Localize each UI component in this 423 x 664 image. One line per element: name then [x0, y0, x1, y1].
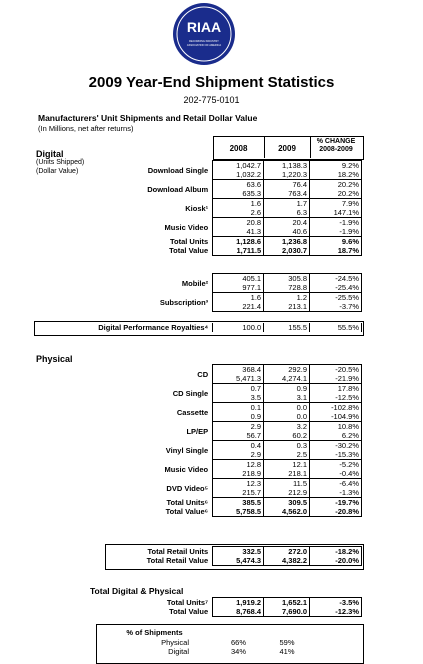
- physical-value: 3.1: [264, 393, 310, 403]
- shares-label: % of Shipments: [126, 628, 183, 637]
- share-label: Digital: [168, 647, 189, 656]
- share-value: 59%: [279, 638, 295, 647]
- share-value: 41%: [279, 647, 295, 656]
- section-combined: Total Digital & Physical: [90, 586, 184, 596]
- physical-value: 368.4: [213, 365, 264, 375]
- digital-value: 40.6: [264, 227, 310, 237]
- digital-value: 6.3: [264, 208, 310, 218]
- physical-value: -15.3%: [310, 450, 362, 460]
- combined-value-value: 7,690.0: [264, 607, 310, 617]
- digital-total-value-value: 1,711.5: [213, 246, 264, 256]
- report-subheading: (In Millions, net after returns): [38, 124, 134, 133]
- column-header-2008: 2008: [229, 144, 248, 153]
- physical-value: 5,471.3: [213, 374, 264, 384]
- physical-table: [36, 364, 362, 517]
- physical-value: -5.2%: [310, 460, 362, 470]
- table-row: [36, 161, 362, 171]
- combined-units-value: -3.5%: [310, 598, 362, 608]
- row-label: Total Value: [169, 607, 209, 617]
- mobile-value: 305.8: [264, 274, 310, 284]
- row-label: CD Single: [172, 388, 209, 398]
- physical-value: 292.9: [264, 365, 310, 375]
- row-label: Total Units⁷: [166, 597, 209, 607]
- share-label: Physical: [161, 638, 189, 647]
- table-row: [36, 547, 362, 557]
- physical-value: 3.5: [213, 393, 264, 403]
- logo-text: RIAA: [186, 19, 222, 35]
- mobile-value: 728.8: [264, 283, 310, 293]
- table-row: [36, 498, 362, 508]
- digital-value: 20.4: [264, 218, 310, 228]
- table-row: [36, 479, 362, 489]
- row-label: Cassette: [176, 407, 209, 417]
- row-label: Total Retail Value: [146, 556, 209, 566]
- royalties-value: 55.5%: [310, 323, 362, 332]
- physical-value: -6.4%: [310, 479, 362, 489]
- table-row: [36, 598, 362, 608]
- physical-value: 2.5: [264, 450, 310, 460]
- physical-value: 2.9: [213, 450, 264, 460]
- physical-value: 2.9: [213, 422, 264, 432]
- physical-total-value-value: 5,758.5: [213, 507, 264, 517]
- row-label: Total Units⁶: [166, 497, 209, 507]
- combined-table: [36, 597, 362, 617]
- physical-value: -1.3%: [310, 488, 362, 498]
- table-row: [36, 507, 362, 517]
- physical-value: 6.2%: [310, 431, 362, 441]
- physical-value: -20.5%: [310, 365, 362, 375]
- digital-value: 2.6: [213, 208, 264, 218]
- page-title: 2009 Year-End Shipment Statistics: [88, 74, 335, 91]
- digital-value: -1.9%: [310, 227, 362, 237]
- retail-units-value: 272.0: [264, 547, 310, 557]
- table-row: [36, 323, 362, 332]
- physical-value: 3.2: [264, 422, 310, 432]
- physical-value: 0.9: [264, 384, 310, 394]
- physical-value: -102.8%: [310, 403, 362, 413]
- row-label: CD: [197, 369, 209, 379]
- table-row: [36, 638, 362, 647]
- physical-total-units-value: -19.7%: [310, 498, 362, 508]
- digital-value: 41.3: [213, 227, 264, 237]
- physical-value: 11.5: [264, 479, 310, 489]
- digital-value: 1,032.2: [213, 170, 264, 180]
- digital-value: 147.1%: [310, 208, 362, 218]
- table-row: [36, 180, 362, 190]
- digital-total-units-value: 9.6%: [310, 237, 362, 247]
- digital-value: 63.6: [213, 180, 264, 190]
- royalties-value: 100.0: [213, 323, 264, 332]
- digital-value: 7.9%: [310, 199, 362, 209]
- row-label: Download Album: [147, 184, 209, 194]
- subscription-value: 1.6: [213, 293, 264, 303]
- share-blank: [310, 638, 362, 647]
- share-blank: [310, 647, 362, 656]
- table-row: [36, 403, 362, 413]
- physical-value: 215.7: [213, 488, 264, 498]
- row-label: Mobile²: [181, 278, 209, 288]
- retail-units-value: 332.5: [213, 547, 264, 557]
- physical-value: 0.4: [213, 441, 264, 451]
- retail-value-value: -20.0%: [310, 556, 362, 566]
- table-row: [36, 384, 362, 394]
- table-row: [36, 647, 362, 656]
- digital-total-units-value: 1,128.6: [213, 237, 264, 247]
- change-label: % CHANGE: [316, 138, 356, 145]
- mobile-value: 977.1: [213, 283, 264, 293]
- subscription-value: 1.2: [264, 293, 310, 303]
- value-note: (Dollar Value): [36, 168, 79, 175]
- table-row: [36, 460, 362, 470]
- physical-value: -104.9%: [310, 412, 362, 422]
- table-row: [36, 274, 362, 284]
- physical-value: 212.9: [264, 488, 310, 498]
- digital-total-units-value: 1,236.8: [264, 237, 310, 247]
- row-label: Music Video: [164, 464, 209, 474]
- combined-value-value: 8,768.4: [213, 607, 264, 617]
- digital-value: 76.4: [264, 180, 310, 190]
- subscription-value: 213.1: [264, 302, 310, 312]
- table-row: [36, 218, 362, 228]
- section-digital: Digital: [36, 149, 64, 159]
- physical-value: -30.2%: [310, 441, 362, 451]
- retail-table: [36, 546, 362, 566]
- row-label: DVD Video⁵: [166, 483, 209, 493]
- units-note: (Units Shipped): [36, 159, 85, 166]
- table-row: [36, 422, 362, 432]
- digital-value: 1.6: [213, 199, 264, 209]
- column-header-box: [213, 136, 364, 160]
- combined-units-value: 1,919.2: [213, 598, 264, 608]
- row-label: Download Single: [147, 165, 209, 175]
- share-value: 66%: [230, 638, 246, 647]
- logo-ring-text: RECORDING INDUSTRY: [189, 40, 219, 43]
- table-row: [36, 441, 362, 451]
- digital-value: 9.2%: [310, 161, 362, 171]
- digital-value: 1,220.3: [264, 170, 310, 180]
- digital-value: 20.2%: [310, 180, 362, 190]
- retail-value-value: 5,474.3: [213, 556, 264, 566]
- shares-table: [36, 638, 362, 656]
- row-label: Digital Performance Royalties⁴: [98, 323, 209, 332]
- row-label: Total Value: [169, 246, 209, 256]
- report-heading: Manufacturers' Unit Shipments and Retail Dollar Value: [38, 113, 258, 123]
- physical-value: 4,274.1: [264, 374, 310, 384]
- physical-value: -12.5%: [310, 393, 362, 403]
- row-label: Subscription³: [159, 297, 209, 307]
- digital-value: -1.9%: [310, 218, 362, 228]
- royalties-value: 155.5: [264, 323, 310, 332]
- digital-total-value-value: 18.7%: [310, 246, 362, 256]
- physical-value: -0.4%: [310, 469, 362, 479]
- physical-value: 17.8%: [310, 384, 362, 394]
- physical-value: 10.8%: [310, 422, 362, 432]
- digital-value: 20.2%: [310, 189, 362, 199]
- physical-value: 0.7: [213, 384, 264, 394]
- digital-value: 635.3: [213, 189, 264, 199]
- physical-value: -21.9%: [310, 374, 362, 384]
- mobile-value: 405.1: [213, 274, 264, 284]
- section-physical: Physical: [36, 354, 73, 364]
- physical-value: 0.9: [213, 412, 264, 422]
- table-row: [36, 365, 362, 375]
- column-header-2009: 2009: [278, 144, 296, 153]
- physical-value: 218.1: [264, 469, 310, 479]
- physical-value: 218.9: [213, 469, 264, 479]
- physical-value: 12.1: [264, 460, 310, 470]
- mobile-table: [36, 273, 362, 312]
- phone-number: 202-775-0101: [183, 95, 240, 105]
- change-sub-label: 2008-2009: [319, 146, 353, 153]
- mobile-value: -24.5%: [310, 274, 362, 284]
- table-row: [36, 246, 362, 256]
- physical-value: 0.0: [264, 412, 310, 422]
- physical-total-units-value: 385.5: [213, 498, 264, 508]
- row-label: Total Retail Units: [147, 546, 209, 556]
- physical-value: 0.1: [213, 403, 264, 413]
- table-row: [36, 556, 362, 566]
- riaa-logo: [172, 2, 236, 66]
- table-row: [36, 199, 362, 209]
- digital-value: 18.2%: [310, 170, 362, 180]
- svg-text:ASSOCIATION OF AMERICA: ASSOCIATION OF AMERICA: [186, 44, 222, 47]
- physical-total-value-value: 4,562.0: [264, 507, 310, 517]
- physical-value: 12.8: [213, 460, 264, 470]
- row-label: LP/EP: [186, 426, 209, 436]
- digital-table: [36, 160, 362, 256]
- combined-value-value: -12.3%: [310, 607, 362, 617]
- row-label: Music Video: [164, 222, 209, 232]
- row-label: Vinyl Single: [165, 445, 209, 455]
- digital-value: 1,042.7: [213, 161, 264, 171]
- physical-value: 60.2: [264, 431, 310, 441]
- physical-value: 12.3: [213, 479, 264, 489]
- subscription-value: -3.7%: [310, 302, 362, 312]
- table-row: [36, 607, 362, 617]
- row-label: Total Value⁶: [165, 507, 209, 517]
- digital-value: 763.4: [264, 189, 310, 199]
- physical-total-value-value: -20.8%: [310, 507, 362, 517]
- mobile-value: -25.4%: [310, 283, 362, 293]
- digital-value: 1,138.3: [264, 161, 310, 171]
- royalties-table: [36, 323, 362, 332]
- row-label: Total Units: [169, 236, 209, 246]
- combined-units-value: 1,652.1: [264, 598, 310, 608]
- table-row: [36, 293, 362, 303]
- retail-units-value: -18.2%: [310, 547, 362, 557]
- physical-value: 0.3: [264, 441, 310, 451]
- share-value: 34%: [230, 647, 246, 656]
- retail-value-value: 4,382.2: [264, 556, 310, 566]
- digital-value: 20.8: [213, 218, 264, 228]
- digital-total-value-value: 2,030.7: [264, 246, 310, 256]
- row-label: Kiosk¹: [185, 203, 209, 213]
- subscription-value: -25.5%: [310, 293, 362, 303]
- physical-value: 56.7: [213, 431, 264, 441]
- physical-total-units-value: 309.5: [264, 498, 310, 508]
- subscription-value: 221.4: [213, 302, 264, 312]
- physical-value: 0.0: [264, 403, 310, 413]
- table-row: [36, 237, 362, 247]
- digital-value: 1.7: [264, 199, 310, 209]
